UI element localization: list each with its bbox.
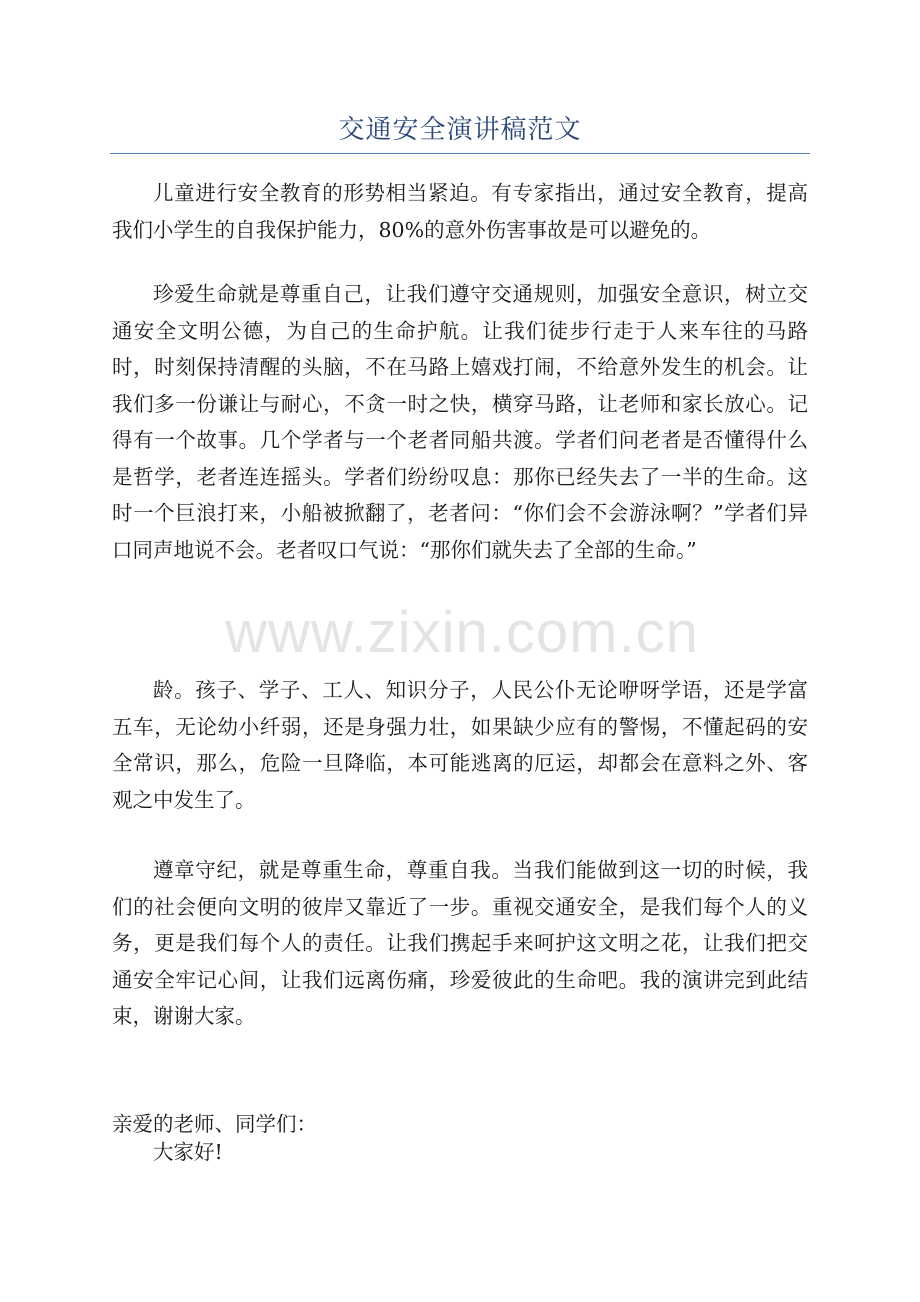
document-title: 交通安全演讲稿范文 <box>338 115 582 145</box>
paragraph-4: 遵章守纪，就是尊重生命，尊重自我。当我们能做到这一切的时候，我们的社会便向文明的彼岸又靠近了一步。重视交通安全，是我们每个人的义务，更是我们每个人的责任。让我们携起手来呵护这文明之花，让我们把交通安全牢记心间，让我们远离伤痛，珍爱彼此的生命吧。我的演讲完到此结束，谢谢大家。 <box>112 858 808 1028</box>
salutation: 亲爱的老师、同学们： <box>112 1112 317 1136</box>
watermark: www.zixin.com.cn <box>225 600 699 665</box>
title-underline <box>110 153 810 154</box>
paragraph-2: 珍爱生命就是尊重自己，让我们遵守交通规则，加强安全意识，树立交通安全文明公德，为自己的生命护航。让我们徒步行走于人来车往的马路时，时刻保持清醒的头脑，不在马路上嬉戏打闹，不给意外发生的机会。让我们多一份谦让与耐心，不贪一时之快，横穿马路，让老师和家长放心。记得有一个故事。几个学者与一个老者同船共渡。学者们问老者是否懂得什么是哲学，老者连连摇头。学者们纷纷叹息：那你已经失去了一半的生命。这时一个巨浪打来，小船被掀翻了，老者问：“你们会不会游泳啊？”学者们异口同声地说不会。老者叹口气说：“那你们就失去了全部的生命。” <box>112 282 808 562</box>
greeting: 大家好! <box>153 1140 223 1164</box>
paragraph-3: 龄。孩子、学子、工人、知识分子，人民公仆无论咿呀学语，还是学富五车，无论幼小纤弱，还是身强力壮，如果缺少应有的警惕，不懂起码的安全常识，那么，危险一旦降临，本可能逃离的厄运，却都会在意料之外、客观之中发生了。 <box>112 678 808 812</box>
paragraph-1: 儿童进行安全教育的形势相当紧迫。有专家指出，通过安全教育，提高我们小学生的自我保护能力，80%的意外伤害事故是可以避免的。 <box>112 181 808 242</box>
